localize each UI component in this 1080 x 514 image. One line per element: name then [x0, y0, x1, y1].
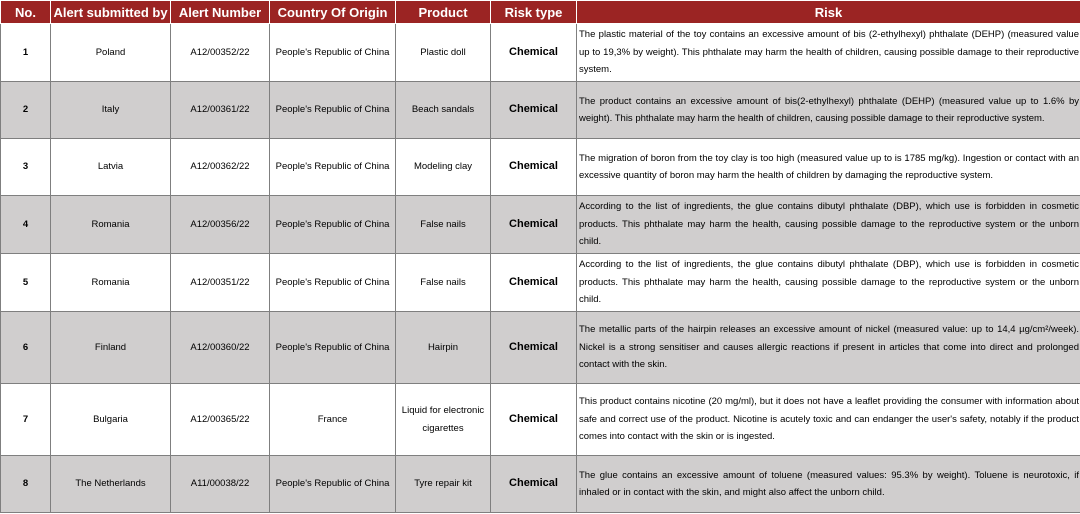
cell-country: People's Republic of China: [270, 196, 396, 254]
cell-submitted-by: Finland: [51, 312, 171, 384]
cell-product: Tyre repair kit: [396, 456, 491, 513]
cell-risk-type: Chemical: [491, 82, 577, 139]
cell-no: 2: [1, 82, 51, 139]
cell-risk: The migration of boron from the toy clay is too high (measured value up to is 1785 mg/kg). Ingestion or contact with an excessive quantity of boron may harm the health of children by damaging the reproductive system.: [577, 139, 1080, 196]
cell-alert-number: A12/00365/22: [171, 384, 270, 456]
cell-risk-type: Chemical: [491, 456, 577, 513]
cell-risk: The plastic material of the toy contains an excessive amount of bis (2-ethylhexyl) phthalate (DEHP) (measured value up to 19,3% by weight). This phthalate may harm the health of children, causing possible damage to their reproductive system.: [577, 24, 1080, 82]
table-row: [1, 24, 1080, 82]
cell-no: 6: [1, 312, 51, 384]
cell-risk: This product contains nicotine (20 mg/ml), but it does not have a leaflet providing the consumer with information about safe and correct use of the product. Nicotine is acutely toxic and can endanger the user's safety, notably if the product comes into contact with the skin or is ingested.: [577, 384, 1080, 456]
table-row: [1, 254, 1080, 312]
cell-alert-number: A12/00360/22: [171, 312, 270, 384]
table-row: [1, 384, 1080, 456]
cell-risk-type: Chemical: [491, 196, 577, 254]
cell-risk-type: Chemical: [491, 254, 577, 312]
cell-risk: According to the list of ingredients, the glue contains dibutyl phthalate (DBP), which use is forbidden in cosmetic products. This phthalate may harm the health, causing possible damage to the reproductive system or the unborn child.: [577, 196, 1080, 254]
cell-risk-type: Chemical: [491, 384, 577, 456]
cell-alert-number: A12/00361/22: [171, 82, 270, 139]
header-country: Country Of Origin: [270, 1, 396, 24]
table-row: [1, 312, 1080, 384]
header-row: [1, 1, 1080, 24]
cell-risk: The metallic parts of the hairpin releases an excessive amount of nickel (measured value: up to 14,4 µg/cm²/week). Nickel is a strong sensitiser and causes allergic reactions if present in articles that come into direct and prolonged contact with the skin.: [577, 312, 1080, 384]
cell-risk-type: Chemical: [491, 139, 577, 196]
cell-country: People's Republic of China: [270, 312, 396, 384]
cell-alert-number: A12/00352/22: [171, 24, 270, 82]
cell-country: France: [270, 384, 396, 456]
cell-product: Liquid for electronic cigarettes: [396, 384, 491, 456]
cell-risk: The glue contains an excessive amount of toluene (measured values: 95.3% by weight). Toluene is neurotoxic, if inhaled or in contact with the skin, and might also affect the unborn child.: [577, 456, 1080, 513]
cell-risk-type: Chemical: [491, 24, 577, 82]
table-row: [1, 196, 1080, 254]
table-row: [1, 82, 1080, 139]
cell-no: 8: [1, 456, 51, 513]
cell-country: People's Republic of China: [270, 456, 396, 513]
cell-submitted-by: Romania: [51, 196, 171, 254]
cell-product: Modeling clay: [396, 139, 491, 196]
cell-risk: According to the list of ingredients, the glue contains dibutyl phthalate (DBP), which use is forbidden in cosmetic products. This phthalate may harm the health, causing possible damage to the reproductive system or the unborn child.: [577, 254, 1080, 312]
cell-country: People's Republic of China: [270, 82, 396, 139]
header-submitted-by: Alert submitted by: [51, 1, 171, 24]
cell-no: 4: [1, 196, 51, 254]
cell-no: 7: [1, 384, 51, 456]
cell-country: People's Republic of China: [270, 139, 396, 196]
cell-alert-number: A12/00356/22: [171, 196, 270, 254]
cell-product: Plastic doll: [396, 24, 491, 82]
header-risk-type: Risk type: [491, 1, 577, 24]
cell-submitted-by: Latvia: [51, 139, 171, 196]
table-row: [1, 456, 1080, 513]
cell-product: False nails: [396, 254, 491, 312]
cell-submitted-by: Bulgaria: [51, 384, 171, 456]
cell-submitted-by: Italy: [51, 82, 171, 139]
cell-submitted-by: Poland: [51, 24, 171, 82]
cell-submitted-by: The Netherlands: [51, 456, 171, 513]
cell-product: Beach sandals: [396, 82, 491, 139]
cell-country: People's Republic of China: [270, 24, 396, 82]
cell-product: Hairpin: [396, 312, 491, 384]
cell-no: 1: [1, 24, 51, 82]
cell-no: 3: [1, 139, 51, 196]
cell-no: 5: [1, 254, 51, 312]
cell-country: People's Republic of China: [270, 254, 396, 312]
header-no: No.: [1, 1, 51, 24]
cell-product: False nails: [396, 196, 491, 254]
table-row: [1, 139, 1080, 196]
cell-alert-number: A12/00351/22: [171, 254, 270, 312]
header-product: Product: [396, 1, 491, 24]
header-risk: Risk: [577, 1, 1080, 24]
cell-alert-number: A11/00038/22: [171, 456, 270, 513]
header-alert-number: Alert Number: [171, 1, 270, 24]
cell-risk: The product contains an excessive amount of bis(2-ethylhexyl) phthalate (DEHP) (measured value up to 1.6% by weight). This phthalate may harm the health of children, causing possible damage to their reproductive system.: [577, 82, 1080, 139]
cell-alert-number: A12/00362/22: [171, 139, 270, 196]
cell-risk-type: Chemical: [491, 312, 577, 384]
cell-submitted-by: Romania: [51, 254, 171, 312]
